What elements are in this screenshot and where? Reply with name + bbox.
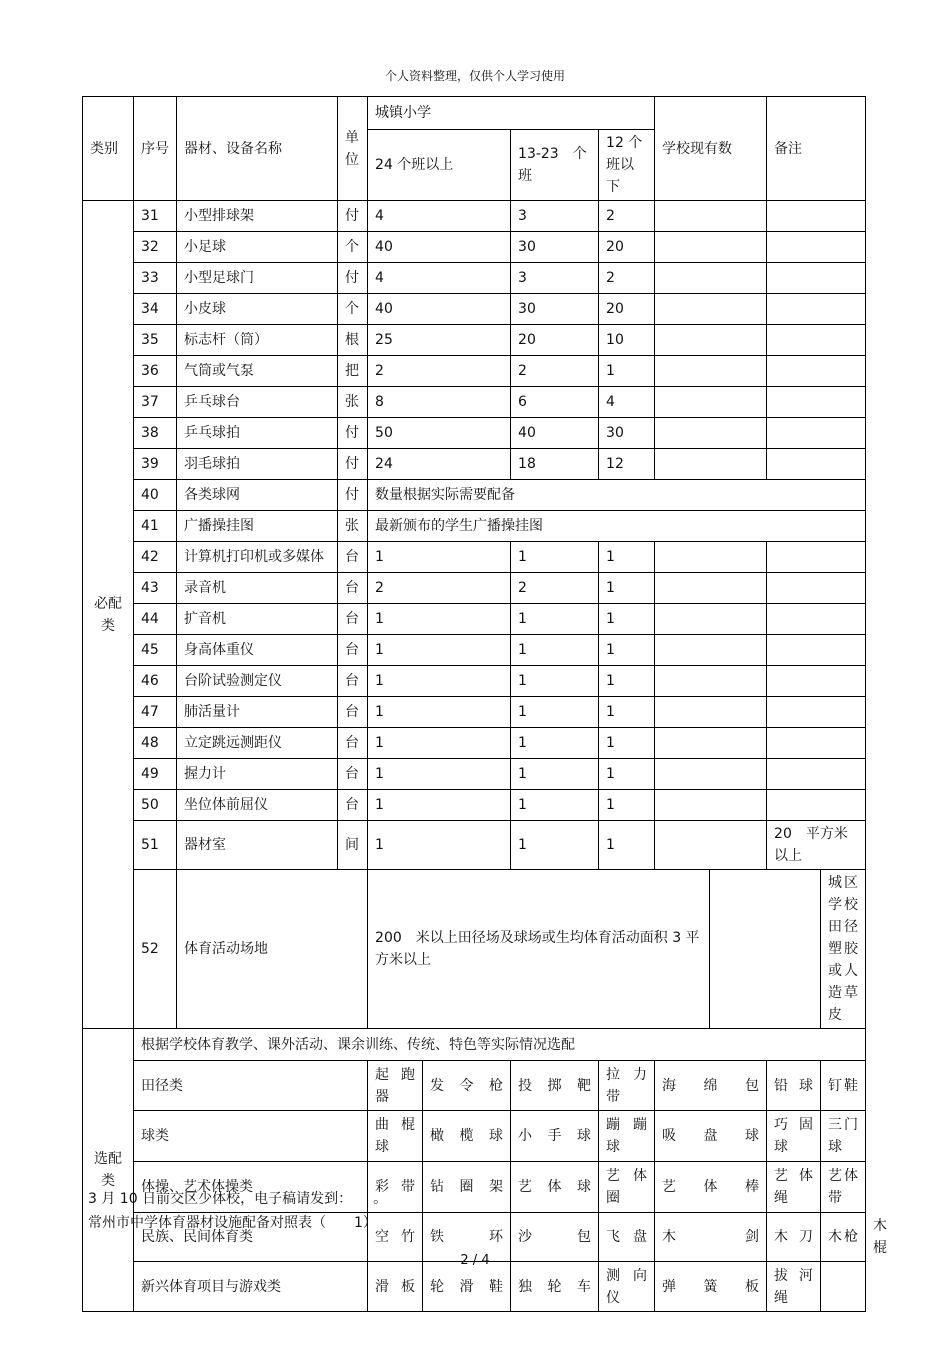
cell-13-23: 20 [511, 325, 599, 356]
cell-13-23: 1 [511, 790, 599, 821]
optional-item: 艺体带 [821, 1162, 866, 1213]
cell-24plus: 1 [368, 635, 511, 666]
cell-24plus: 4 [368, 263, 511, 294]
cell-unit: 个 [338, 294, 368, 325]
cell-seq: 33 [134, 263, 177, 294]
table-row [83, 635, 866, 666]
cell-24plus: 25 [368, 325, 511, 356]
table-row [83, 387, 866, 418]
cell-name: 计算机打印机或多媒体 [177, 542, 338, 573]
optional-item: 投掷靶 [511, 1061, 599, 1111]
cell-12minus: 1 [599, 356, 655, 387]
cell-13-23: 40 [511, 418, 599, 449]
cell-24plus: 1 [368, 728, 511, 759]
cell-existing [655, 697, 767, 728]
cell-24plus: 50 [368, 418, 511, 449]
cell-name: 扩音机 [177, 604, 338, 635]
footer-note: 3 月 10 日前交区少体校，电子稿请发到： 。 [88, 1191, 388, 1207]
cell-remark [767, 232, 866, 263]
table-row [83, 325, 866, 356]
cell-existing [655, 418, 767, 449]
optional-category-name: 新兴体育项目与游戏类 [134, 1262, 368, 1312]
cell-unit: 付 [338, 263, 368, 294]
cell-12minus: 1 [599, 604, 655, 635]
cell-remark [767, 666, 866, 697]
cell-13-23: 30 [511, 294, 599, 325]
cell-field-area: 200 米以上田径场及球场或生均体育活动面积 3 平方米以上 [368, 870, 710, 1029]
table-row [83, 356, 866, 387]
optional-category-name: 民族、民间体育类 [134, 1213, 368, 1262]
cell-12minus: 1 [599, 635, 655, 666]
optional-item: 飞盘 [599, 1213, 655, 1262]
optional-item: 铁环 [423, 1213, 511, 1262]
cell-remark: 城区学校田径塑胶或人造草皮 [821, 870, 866, 1029]
cell-existing [655, 263, 767, 294]
cell-existing [655, 759, 767, 790]
cell-existing [655, 790, 767, 821]
cell-remark [767, 635, 866, 666]
optional-item: 小手球 [511, 1111, 599, 1162]
cell-12minus: 1 [599, 573, 655, 604]
header-row-1 [83, 97, 866, 130]
cell-name: 身高体重仪 [177, 635, 338, 666]
cell-24plus: 2 [368, 356, 511, 387]
table-row [83, 870, 866, 1029]
cell-12minus: 20 [599, 294, 655, 325]
cell-unit: 付 [338, 418, 368, 449]
optional-item: 测向仪 [599, 1262, 655, 1312]
cell-unit: 根 [338, 325, 368, 356]
cell-seq: 48 [134, 728, 177, 759]
cell-remark [767, 263, 866, 294]
cell-12minus: 1 [599, 728, 655, 759]
cell-existing [655, 449, 767, 480]
table-row [83, 1061, 866, 1111]
cell-12minus: 2 [599, 201, 655, 232]
optional-item: 艺体球 [511, 1162, 599, 1213]
col-header-name: 器材、设备名称 [177, 97, 338, 201]
cell-seq: 49 [134, 759, 177, 790]
optional-item: 木剑 [655, 1213, 767, 1262]
table-row [83, 728, 866, 759]
cell-seq: 44 [134, 604, 177, 635]
cell-unit: 台 [338, 728, 368, 759]
table-row [83, 666, 866, 697]
cell-unit: 张 [338, 511, 368, 542]
cell-unit: 台 [338, 697, 368, 728]
cell-name: 器材室 [177, 821, 338, 870]
cell-existing [655, 666, 767, 697]
optional-category-name: 田径类 [134, 1061, 368, 1111]
optional-item: 艺体棒 [655, 1162, 767, 1213]
cell-unit: 台 [338, 604, 368, 635]
cell-merged-quantity: 最新颁布的学生广播操挂图 [368, 511, 866, 542]
cell-unit: 台 [338, 573, 368, 604]
cell-name: 乒乓球拍 [177, 418, 338, 449]
cell-seq: 36 [134, 356, 177, 387]
cell-name: 小型足球门 [177, 263, 338, 294]
cell-existing [655, 635, 767, 666]
table-row [83, 697, 866, 728]
cell-seq: 34 [134, 294, 177, 325]
cell-name: 标志杆（筒） [177, 325, 338, 356]
cell-unit: 个 [338, 232, 368, 263]
cell-13-23: 1 [511, 666, 599, 697]
cell-existing [710, 870, 821, 1029]
cell-seq: 45 [134, 635, 177, 666]
col-header-remark: 备注 [767, 97, 866, 201]
cell-12minus: 1 [599, 542, 655, 573]
cell-existing [655, 821, 767, 870]
table-row [83, 1111, 866, 1162]
cell-seq: 31 [134, 201, 177, 232]
cell-12minus: 10 [599, 325, 655, 356]
table-row [83, 542, 866, 573]
cell-13-23: 1 [511, 697, 599, 728]
optional-category-name: 体操、艺术体操类 [134, 1162, 368, 1213]
cell-seq: 42 [134, 542, 177, 573]
cell-13-23: 1 [511, 821, 599, 870]
optional-item: 巧固球 [767, 1111, 821, 1162]
cell-12minus: 20 [599, 232, 655, 263]
cell-seq: 38 [134, 418, 177, 449]
cell-remark [767, 201, 866, 232]
cell-seq: 32 [134, 232, 177, 263]
table-row [83, 480, 866, 511]
col-header-category: 类别 [83, 97, 134, 201]
cell-name: 羽毛球拍 [177, 449, 338, 480]
cell-seq: 35 [134, 325, 177, 356]
cell-name: 小型排球架 [177, 201, 338, 232]
col-header-24plus: 24 个班以上 [368, 130, 511, 201]
cell-seq: 50 [134, 790, 177, 821]
cell-seq: 43 [134, 573, 177, 604]
table-row [83, 790, 866, 821]
cell-name: 坐位体前屈仪 [177, 790, 338, 821]
col-header-town-school: 城镇小学 [368, 97, 655, 130]
optional-item [821, 1262, 866, 1312]
cell-12minus: 2 [599, 263, 655, 294]
cell-unit: 间 [338, 821, 368, 870]
cell-seq: 47 [134, 697, 177, 728]
cell-unit: 台 [338, 759, 368, 790]
cell-unit: 台 [338, 790, 368, 821]
cell-13-23: 1 [511, 728, 599, 759]
cell-13-23: 1 [511, 759, 599, 790]
cell-existing [655, 542, 767, 573]
cell-24plus: 2 [368, 573, 511, 604]
cell-remark [767, 573, 866, 604]
cell-remark [767, 449, 866, 480]
table-row [83, 232, 866, 263]
cell-13-23: 3 [511, 201, 599, 232]
cell-existing [655, 294, 767, 325]
cell-seq: 51 [134, 821, 177, 870]
cell-existing [655, 356, 767, 387]
optional-item: 拔河绳 [767, 1262, 821, 1312]
cell-remark [767, 790, 866, 821]
cell-seq: 39 [134, 449, 177, 480]
table-row [83, 418, 866, 449]
footer-title: 常州市中学体育器材设施配备对照表（ 1） [88, 1215, 377, 1231]
category-required: 必配类 [83, 201, 134, 1029]
cell-remark [767, 387, 866, 418]
col-header-seq: 序号 [134, 97, 177, 201]
table-row [83, 573, 866, 604]
cell-unit: 台 [338, 635, 368, 666]
optional-item: 木枪 [821, 1213, 866, 1262]
optional-item: 蹦蹦球 [599, 1111, 655, 1162]
cell-seq: 40 [134, 480, 177, 511]
cell-existing [655, 604, 767, 635]
col-header-12minus: 12 个班以下 [599, 130, 655, 201]
cell-name: 气筒或气泵 [177, 356, 338, 387]
cell-24plus: 8 [368, 387, 511, 418]
table-row [83, 1262, 866, 1312]
cell-24plus: 1 [368, 604, 511, 635]
cell-existing [655, 325, 767, 356]
table-row [83, 1029, 866, 1061]
optional-item: 沙包 [511, 1213, 599, 1262]
cell-24plus: 1 [368, 697, 511, 728]
cell-13-23: 2 [511, 573, 599, 604]
cell-unit: 张 [338, 387, 368, 418]
cell-13-23: 18 [511, 449, 599, 480]
optional-item: 曲棍球 [368, 1111, 423, 1162]
optional-note: 根据学校体育教学、课外活动、课余训练、传统、特色等实际情况选配 [134, 1029, 866, 1061]
cell-unit: 付 [338, 449, 368, 480]
cell-merged-quantity: 数量根据实际需要配备 [368, 480, 866, 511]
cell-unit: 把 [338, 356, 368, 387]
cell-24plus: 1 [368, 821, 511, 870]
optional-item: 钻圈架 [423, 1162, 511, 1213]
cell-remark [767, 418, 866, 449]
cell-24plus: 24 [368, 449, 511, 480]
cell-12minus: 1 [599, 821, 655, 870]
optional-item: 橄榄球 [423, 1111, 511, 1162]
cell-12minus: 1 [599, 666, 655, 697]
table-row [83, 294, 866, 325]
cell-name: 立定跳远测距仪 [177, 728, 338, 759]
optional-category-name: 球类 [134, 1111, 368, 1162]
cell-existing [655, 728, 767, 759]
col-header-existing: 学校现有数 [655, 97, 767, 201]
cell-unit: 付 [338, 480, 368, 511]
cell-12minus: 1 [599, 790, 655, 821]
cell-13-23: 1 [511, 604, 599, 635]
optional-item: 发令枪 [423, 1061, 511, 1111]
cell-name: 台阶试验测定仪 [177, 666, 338, 697]
optional-item: 空竹 [368, 1213, 423, 1262]
category-optional: 选配类 [83, 1029, 134, 1312]
cell-24plus: 40 [368, 232, 511, 263]
optional-item: 木刀 [767, 1213, 821, 1262]
cell-13-23: 2 [511, 356, 599, 387]
cell-name: 广播操挂图 [177, 511, 338, 542]
cell-seq: 46 [134, 666, 177, 697]
optional-item: 拉力带 [599, 1061, 655, 1111]
optional-item: 轮滑鞋 [423, 1262, 511, 1312]
cell-remark: 20 平方米以上 [767, 821, 866, 870]
cell-24plus: 1 [368, 666, 511, 697]
cell-unit: 付 [338, 201, 368, 232]
page-header: 个人资料整理，仅供个人学习使用 [384, 69, 565, 83]
table-row [83, 263, 866, 294]
equipment-table [82, 96, 888, 1312]
cell-remark [767, 728, 866, 759]
table-row: 民族、民间体育类 空竹 铁环 沙包 飞盘 木剑 木刀 木枪 木棍 [83, 1213, 866, 1262]
cell-existing [655, 573, 767, 604]
cell-name: 体育活动场地 [177, 870, 368, 1029]
cell-24plus: 1 [368, 542, 511, 573]
cell-existing [655, 201, 767, 232]
cell-remark [767, 325, 866, 356]
optional-item: 艺体圈 [599, 1162, 655, 1213]
cell-13-23: 3 [511, 263, 599, 294]
table-row [83, 759, 866, 790]
cell-unit: 台 [338, 666, 368, 697]
cell-13-23: 1 [511, 635, 599, 666]
table-row [83, 449, 866, 480]
cell-remark [767, 294, 866, 325]
cell-12minus: 4 [599, 387, 655, 418]
cell-24plus: 40 [368, 294, 511, 325]
table-row [83, 821, 866, 870]
optional-item: 独轮车 [511, 1262, 599, 1312]
cell-13-23: 6 [511, 387, 599, 418]
cell-seq: 52 [134, 870, 177, 1029]
cell-13-23: 1 [511, 542, 599, 573]
cell-24plus: 1 [368, 759, 511, 790]
optional-item: 弹簧板 [655, 1262, 767, 1312]
optional-item: 起跑器 [368, 1061, 423, 1111]
cell-remark [767, 759, 866, 790]
cell-name: 小皮球 [177, 294, 338, 325]
optional-item: 滑板 [368, 1262, 423, 1312]
optional-item: 艺体绳 [767, 1162, 821, 1213]
page-number: 2 / 4 [460, 1253, 490, 1268]
cell-12minus: 30 [599, 418, 655, 449]
optional-item: 钉鞋 [821, 1061, 866, 1111]
optional-item: 吸盘球 [655, 1111, 767, 1162]
table-row [83, 511, 866, 542]
cell-12minus: 12 [599, 449, 655, 480]
optional-item: 海绵包 [655, 1061, 767, 1111]
cell-name: 录音机 [177, 573, 338, 604]
cell-remark [767, 542, 866, 573]
optional-item: 彩带 [368, 1162, 423, 1213]
cell-seq: 41 [134, 511, 177, 542]
cell-24plus: 4 [368, 201, 511, 232]
table-row [83, 604, 866, 635]
table-row [83, 201, 866, 232]
cell-existing [655, 232, 767, 263]
cell-existing [655, 387, 767, 418]
cell-seq: 37 [134, 387, 177, 418]
cell-name: 各类球网 [177, 480, 338, 511]
cell-12minus: 1 [599, 697, 655, 728]
optional-item: 三门球 [821, 1111, 866, 1162]
cell-13-23: 30 [511, 232, 599, 263]
col-header-unit: 单位 [338, 97, 368, 201]
cell-remark [767, 356, 866, 387]
cell-remark [767, 604, 866, 635]
cell-name: 握力计 [177, 759, 338, 790]
cell-remark [767, 697, 866, 728]
optional-item: 铅球 [767, 1061, 821, 1111]
cell-24plus: 1 [368, 790, 511, 821]
cell-name: 肺活量计 [177, 697, 338, 728]
cell-12minus: 1 [599, 759, 655, 790]
cell-name: 乒乓球台 [177, 387, 338, 418]
col-header-13-23: 13-23 个班 [511, 130, 599, 201]
cell-unit: 台 [338, 542, 368, 573]
cell-name: 小足球 [177, 232, 338, 263]
